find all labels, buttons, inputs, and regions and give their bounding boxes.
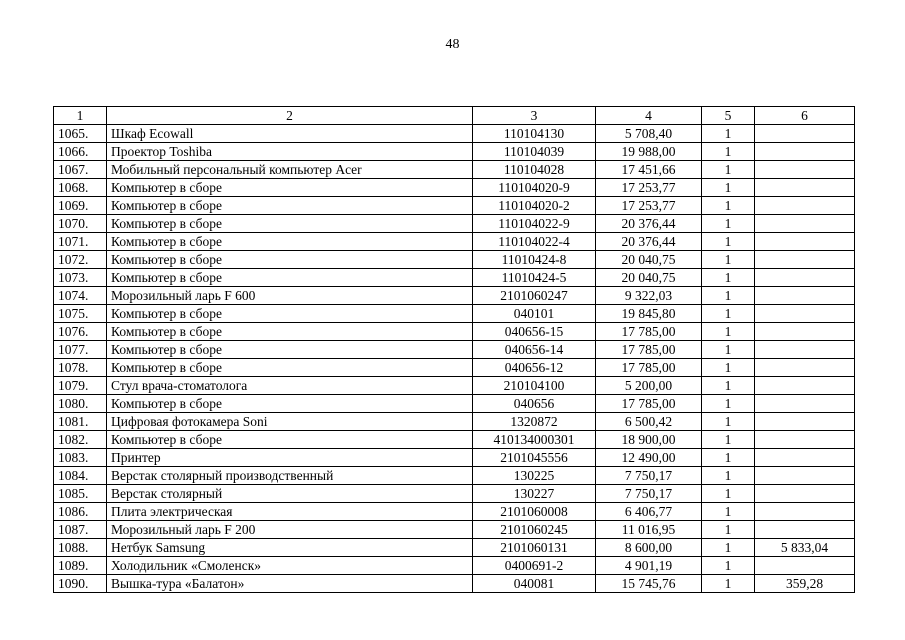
inventory-code-cell: 110104020-9 <box>473 179 596 197</box>
item-name-cell: Морозильный ларь F 600 <box>107 287 473 305</box>
item-name-cell: Плита электрическая <box>107 503 473 521</box>
row-number-cell: 1087. <box>54 521 107 539</box>
quantity-cell: 1 <box>702 287 755 305</box>
item-name-cell: Компьютер в сборе <box>107 251 473 269</box>
item-name-cell: Шкаф Ecowall <box>107 125 473 143</box>
inventory-code-cell: 2101060247 <box>473 287 596 305</box>
item-name-cell: Компьютер в сборе <box>107 215 473 233</box>
inventory-code-cell: 2101045556 <box>473 449 596 467</box>
item-name-cell: Компьютер в сборе <box>107 269 473 287</box>
item-name-cell: Проектор Toshiba <box>107 143 473 161</box>
row-number-cell: 1081. <box>54 413 107 431</box>
quantity-cell: 1 <box>702 449 755 467</box>
amount-cell: 12 490,00 <box>596 449 702 467</box>
amount-cell: 17 785,00 <box>596 395 702 413</box>
residual-value-cell: 359,28 <box>755 575 855 593</box>
column-header-6: 6 <box>755 107 855 125</box>
residual-value-cell <box>755 485 855 503</box>
inventory-code-cell: 0400691-2 <box>473 557 596 575</box>
amount-cell: 17 451,66 <box>596 161 702 179</box>
residual-value-cell <box>755 143 855 161</box>
item-name-cell: Верстак столярный <box>107 485 473 503</box>
table-row <box>54 413 855 431</box>
residual-value-cell: 5 833,04 <box>755 539 855 557</box>
row-number-cell: 1066. <box>54 143 107 161</box>
residual-value-cell <box>755 161 855 179</box>
quantity-cell: 1 <box>702 161 755 179</box>
quantity-cell: 1 <box>702 431 755 449</box>
column-header-4: 4 <box>596 107 702 125</box>
item-name-cell: Стул врача-стоматолога <box>107 377 473 395</box>
row-number-cell: 1089. <box>54 557 107 575</box>
residual-value-cell <box>755 323 855 341</box>
residual-value-cell <box>755 341 855 359</box>
amount-cell: 5 708,40 <box>596 125 702 143</box>
table-row <box>54 233 855 251</box>
row-number-cell: 1075. <box>54 305 107 323</box>
table-row <box>54 521 855 539</box>
inventory-code-cell: 110104028 <box>473 161 596 179</box>
table-row <box>54 125 855 143</box>
quantity-cell: 1 <box>702 575 755 593</box>
column-header-3: 3 <box>473 107 596 125</box>
quantity-cell: 1 <box>702 215 755 233</box>
quantity-cell: 1 <box>702 323 755 341</box>
inventory-code-cell: 130225 <box>473 467 596 485</box>
table-row <box>54 377 855 395</box>
residual-value-cell <box>755 125 855 143</box>
amount-cell: 20 376,44 <box>596 215 702 233</box>
table-row <box>54 485 855 503</box>
quantity-cell: 1 <box>702 485 755 503</box>
quantity-cell: 1 <box>702 143 755 161</box>
table-row <box>54 503 855 521</box>
quantity-cell: 1 <box>702 395 755 413</box>
row-number-cell: 1070. <box>54 215 107 233</box>
amount-cell: 20 040,75 <box>596 269 702 287</box>
residual-value-cell <box>755 305 855 323</box>
row-number-cell: 1079. <box>54 377 107 395</box>
quantity-cell: 1 <box>702 539 755 557</box>
row-number-cell: 1083. <box>54 449 107 467</box>
item-name-cell: Компьютер в сборе <box>107 341 473 359</box>
row-number-cell: 1069. <box>54 197 107 215</box>
amount-cell: 17 785,00 <box>596 341 702 359</box>
residual-value-cell <box>755 449 855 467</box>
table-row <box>54 287 855 305</box>
item-name-cell: Холодильник «Смоленск» <box>107 557 473 575</box>
quantity-cell: 1 <box>702 179 755 197</box>
page-number: 48 <box>445 37 460 52</box>
row-number-cell: 1073. <box>54 269 107 287</box>
amount-cell: 19 845,80 <box>596 305 702 323</box>
inventory-code-cell: 1320872 <box>473 413 596 431</box>
amount-cell: 6 500,42 <box>596 413 702 431</box>
quantity-cell: 1 <box>702 503 755 521</box>
inventory-code-cell: 11010424-8 <box>473 251 596 269</box>
column-header-2: 2 <box>107 107 473 125</box>
column-header-1: 1 <box>54 107 107 125</box>
amount-cell: 8 600,00 <box>596 539 702 557</box>
residual-value-cell <box>755 503 855 521</box>
amount-cell: 7 750,17 <box>596 485 702 503</box>
row-number-cell: 1068. <box>54 179 107 197</box>
table-row <box>54 143 855 161</box>
table-row <box>54 395 855 413</box>
table-row <box>54 161 855 179</box>
table-row <box>54 323 855 341</box>
residual-value-cell <box>755 359 855 377</box>
table-row <box>54 269 855 287</box>
inventory-code-cell: 130227 <box>473 485 596 503</box>
item-name-cell: Компьютер в сборе <box>107 431 473 449</box>
inventory-code-cell: 110104022-4 <box>473 233 596 251</box>
inventory-code-cell: 2101060131 <box>473 539 596 557</box>
quantity-cell: 1 <box>702 413 755 431</box>
residual-value-cell <box>755 467 855 485</box>
table-row <box>54 431 855 449</box>
row-number-cell: 1086. <box>54 503 107 521</box>
item-name-cell: Принтер <box>107 449 473 467</box>
row-number-cell: 1090. <box>54 575 107 593</box>
table-row <box>54 575 855 593</box>
table-row <box>54 557 855 575</box>
column-header-5: 5 <box>702 107 755 125</box>
residual-value-cell <box>755 521 855 539</box>
inventory-code-cell: 11010424-5 <box>473 269 596 287</box>
item-name-cell: Нетбук Samsung <box>107 539 473 557</box>
row-number-cell: 1082. <box>54 431 107 449</box>
table-row <box>54 251 855 269</box>
item-name-cell: Компьютер в сборе <box>107 305 473 323</box>
quantity-cell: 1 <box>702 269 755 287</box>
inventory-code-cell: 040101 <box>473 305 596 323</box>
amount-cell: 19 988,00 <box>596 143 702 161</box>
amount-cell: 11 016,95 <box>596 521 702 539</box>
amount-cell: 17 785,00 <box>596 359 702 377</box>
residual-value-cell <box>755 251 855 269</box>
row-number-cell: 1065. <box>54 125 107 143</box>
table-row <box>54 449 855 467</box>
row-number-cell: 1084. <box>54 467 107 485</box>
item-name-cell: Компьютер в сборе <box>107 395 473 413</box>
quantity-cell: 1 <box>702 197 755 215</box>
inventory-code-cell: 040656-12 <box>473 359 596 377</box>
row-number-cell: 1078. <box>54 359 107 377</box>
item-name-cell: Компьютер в сборе <box>107 359 473 377</box>
amount-cell: 17 253,77 <box>596 197 702 215</box>
inventory-code-cell: 410134000301 <box>473 431 596 449</box>
quantity-cell: 1 <box>702 521 755 539</box>
quantity-cell: 1 <box>702 125 755 143</box>
quantity-cell: 1 <box>702 233 755 251</box>
amount-cell: 5 200,00 <box>596 377 702 395</box>
item-name-cell: Компьютер в сборе <box>107 179 473 197</box>
amount-cell: 20 376,44 <box>596 233 702 251</box>
row-number-cell: 1080. <box>54 395 107 413</box>
residual-value-cell <box>755 179 855 197</box>
residual-value-cell <box>755 431 855 449</box>
residual-value-cell <box>755 269 855 287</box>
residual-value-cell <box>755 413 855 431</box>
item-name-cell: Мобильный персональный компьютер Acer <box>107 161 473 179</box>
item-name-cell: Цифровая фотокамера Soni <box>107 413 473 431</box>
amount-cell: 17 785,00 <box>596 323 702 341</box>
inventory-table <box>53 106 855 593</box>
row-number-cell: 1067. <box>54 161 107 179</box>
table-row <box>54 197 855 215</box>
row-number-cell: 1071. <box>54 233 107 251</box>
row-number-cell: 1088. <box>54 539 107 557</box>
quantity-cell: 1 <box>702 377 755 395</box>
table-header-row <box>54 107 855 125</box>
inventory-code-cell: 210104100 <box>473 377 596 395</box>
item-name-cell: Компьютер в сборе <box>107 197 473 215</box>
inventory-code-cell: 2101060008 <box>473 503 596 521</box>
quantity-cell: 1 <box>702 467 755 485</box>
residual-value-cell <box>755 197 855 215</box>
residual-value-cell <box>755 233 855 251</box>
amount-cell: 20 040,75 <box>596 251 702 269</box>
table-row <box>54 215 855 233</box>
table-body <box>54 125 855 593</box>
item-name-cell: Верстак столярный производственный <box>107 467 473 485</box>
amount-cell: 6 406,77 <box>596 503 702 521</box>
row-number-cell: 1076. <box>54 323 107 341</box>
amount-cell: 15 745,76 <box>596 575 702 593</box>
quantity-cell: 1 <box>702 251 755 269</box>
row-number-cell: 1077. <box>54 341 107 359</box>
inventory-code-cell: 040656-15 <box>473 323 596 341</box>
amount-cell: 18 900,00 <box>596 431 702 449</box>
inventory-code-cell: 040081 <box>473 575 596 593</box>
quantity-cell: 1 <box>702 341 755 359</box>
inventory-code-cell: 040656-14 <box>473 341 596 359</box>
table-row <box>54 539 855 557</box>
amount-cell: 9 322,03 <box>596 287 702 305</box>
item-name-cell: Компьютер в сборе <box>107 233 473 251</box>
inventory-code-cell: 040656 <box>473 395 596 413</box>
row-number-cell: 1074. <box>54 287 107 305</box>
amount-cell: 4 901,19 <box>596 557 702 575</box>
quantity-cell: 1 <box>702 359 755 377</box>
item-name-cell: Вышка-тура «Балатон» <box>107 575 473 593</box>
table-row <box>54 359 855 377</box>
quantity-cell: 1 <box>702 305 755 323</box>
residual-value-cell <box>755 287 855 305</box>
inventory-code-cell: 2101060245 <box>473 521 596 539</box>
row-number-cell: 1085. <box>54 485 107 503</box>
table-row <box>54 341 855 359</box>
inventory-code-cell: 110104020-2 <box>473 197 596 215</box>
inventory-code-cell: 110104022-9 <box>473 215 596 233</box>
table-row <box>54 179 855 197</box>
amount-cell: 7 750,17 <box>596 467 702 485</box>
table-row <box>54 467 855 485</box>
inventory-code-cell: 110104039 <box>473 143 596 161</box>
residual-value-cell <box>755 215 855 233</box>
residual-value-cell <box>755 395 855 413</box>
residual-value-cell <box>755 377 855 395</box>
item-name-cell: Компьютер в сборе <box>107 323 473 341</box>
table-row <box>54 305 855 323</box>
inventory-code-cell: 110104130 <box>473 125 596 143</box>
item-name-cell: Морозильный ларь F 200 <box>107 521 473 539</box>
row-number-cell: 1072. <box>54 251 107 269</box>
quantity-cell: 1 <box>702 557 755 575</box>
residual-value-cell <box>755 557 855 575</box>
amount-cell: 17 253,77 <box>596 179 702 197</box>
